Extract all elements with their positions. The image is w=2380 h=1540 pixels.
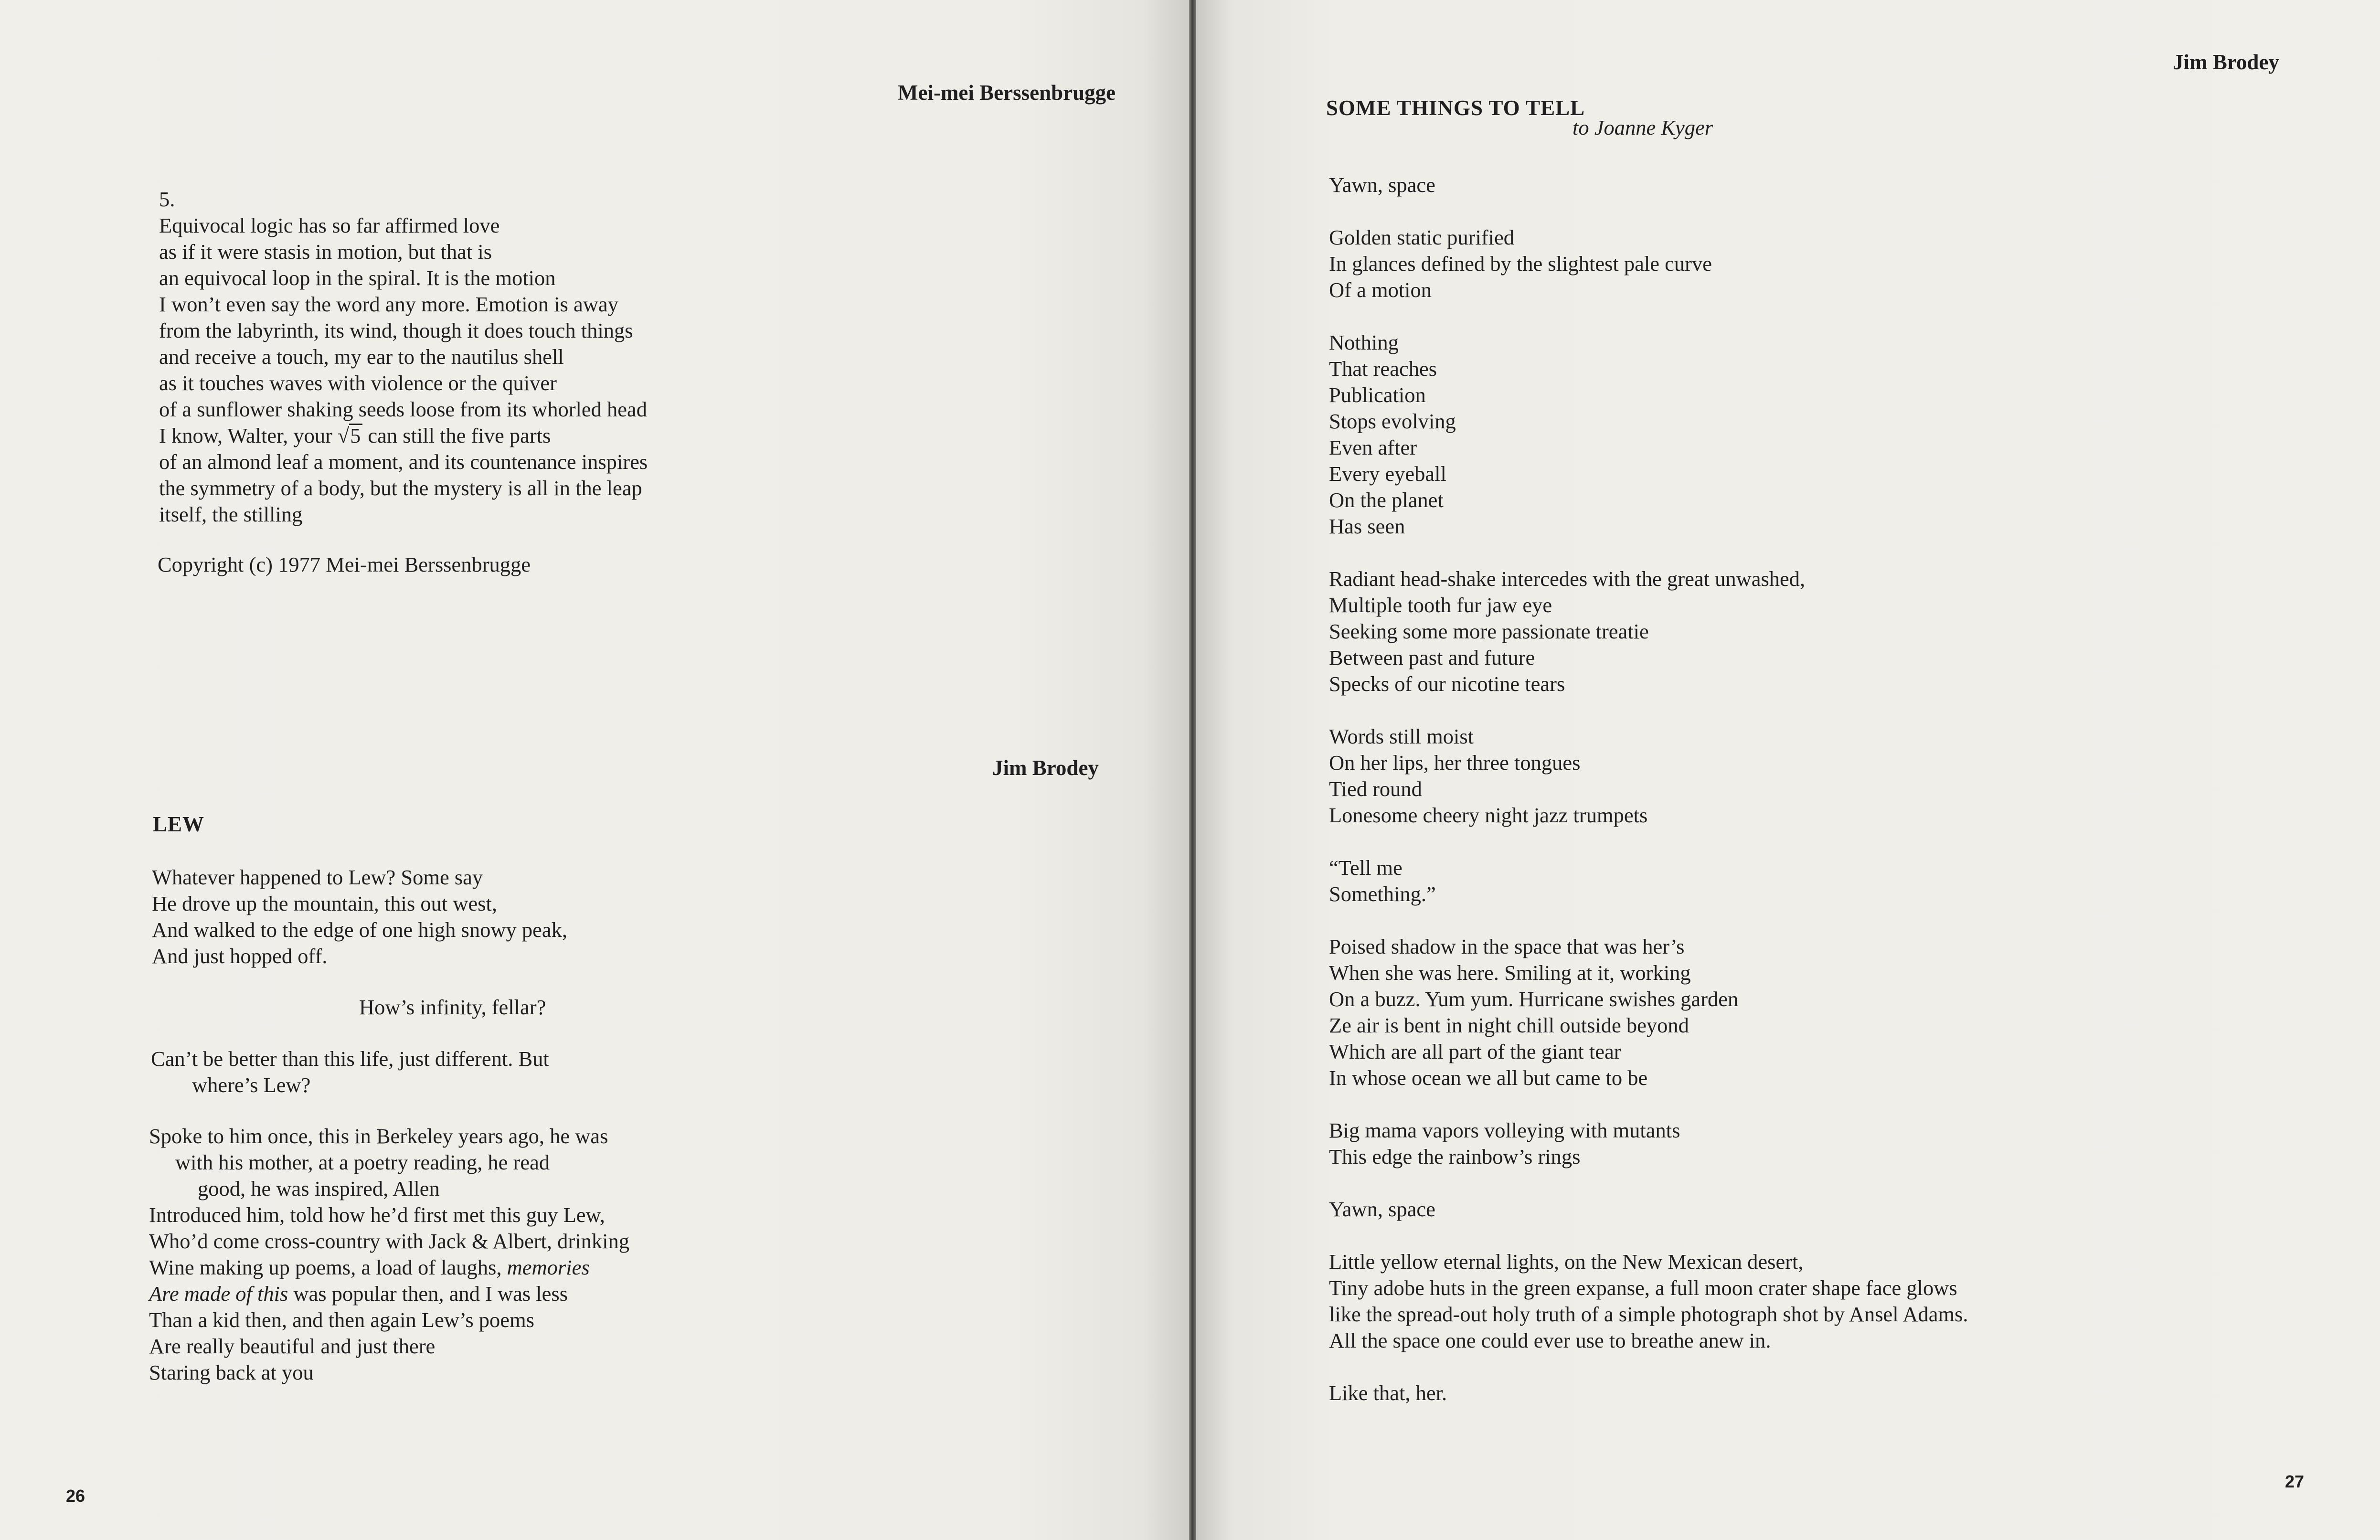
poem-line: as it touches waves with violence or the quiver (159, 371, 557, 395)
stanza-gap (1329, 907, 1968, 934)
left-page (0, 0, 1189, 1540)
stanza-gap (1329, 828, 1968, 855)
lew-answer (151, 1046, 549, 1098)
lew-question: How’s infinity, fellar? (359, 995, 546, 1019)
poem-line: This edge the rainbow’s rings (1329, 1145, 1581, 1168)
poem-line: Like that, her. (1329, 1381, 1447, 1405)
poem-line: Big mama vapors volleying with mutants (1329, 1118, 1680, 1142)
poem-line: Can’t be better than this life, just different. But (151, 1047, 549, 1071)
poem-line: And walked to the edge of one high snowy peak, (152, 918, 568, 942)
stanza-gap (1329, 1091, 1968, 1117)
poem-line: Multiple tooth fur jaw eye (1329, 593, 1552, 617)
square-root-symbol: √5 (338, 423, 362, 449)
poem-line: Introduced him, told how he’d first met this guy Lew, (149, 1203, 605, 1227)
plain-segment: Wine making up poems, a load of laughs, (149, 1255, 507, 1279)
byline-brodey-mid: Jim Brodey (992, 756, 1099, 780)
poem-line: In whose ocean we all but came to be (1329, 1066, 1648, 1090)
poem-line: Little yellow eternal lights, on the New Mexican desert, (1329, 1250, 1804, 1274)
poem-line: with his mother, at a poetry reading, he read (175, 1150, 550, 1174)
page-number-right: 27 (2285, 1472, 2305, 1491)
poem-line: Radiant head-shake intercedes with the great unwashed, (1329, 567, 1806, 591)
poem-line: All the space one could ever use to breathe anew in. (1329, 1328, 1771, 1352)
poem-line: Nothing (1329, 330, 1399, 354)
plain-segment: was popular then, and I was less (288, 1282, 568, 1306)
poem-dedication: to Joanne Kyger (1572, 116, 1713, 139)
poem-line: Has seen (1329, 514, 1405, 538)
poem-line: Even after (1329, 435, 1417, 459)
poem-line: In glances defined by the slightest pale curve (1329, 252, 1712, 276)
poem-line: Lonesome cheery night jazz trumpets (1329, 803, 1648, 827)
stanza-gap (1329, 303, 1968, 329)
poem-line: On a buzz. Yum yum. Hurricane swishes garden (1329, 987, 1739, 1011)
italic-segment: memories (507, 1255, 590, 1279)
stanza-gap (1329, 198, 1968, 224)
poem-title-lew: LEW (153, 812, 205, 836)
poem-line: Equivocal logic has so far affirmed love (159, 213, 500, 237)
poem-line-mixed (149, 1281, 629, 1307)
book-gutter (1189, 0, 1196, 1540)
poem-line: Staring back at you (149, 1360, 314, 1384)
poem-line: Ze air is bent in night chill outside beyond (1329, 1013, 1689, 1037)
italic-segment: Are made of this (149, 1282, 288, 1306)
poem-title-some-things: SOME THINGS TO TELL (1326, 96, 1585, 120)
copyright-line: Copyright (c) 1977 Mei-mei Berssenbrugge (158, 552, 531, 576)
poem-line: itself, the stilling (159, 502, 303, 526)
lew-stanza-1 (152, 864, 567, 969)
poem-line: Publication (1329, 383, 1426, 407)
poem-line: Golden static purified (1329, 225, 1515, 249)
poem-line: where’s Lew? (192, 1073, 311, 1097)
poem-line: from the labyrinth, its wind, though it does touch things (159, 319, 633, 342)
poem-section-5 (159, 186, 648, 528)
section-number: 5. (159, 187, 175, 211)
poem-line: Which are all part of the giant tear (1329, 1040, 1621, 1063)
poem-line: an equivocal loop in the spiral. It is the motion (159, 266, 556, 290)
poem-line: He drove up the mountain, this out west, (152, 892, 498, 915)
poem-line: Seeking some more passionate treatie (1329, 619, 1649, 643)
poem-line: Spoke to him once, this in Berkeley years ago, he was (149, 1124, 608, 1148)
poem-line: When she was here. Smiling at it, working (1329, 961, 1691, 985)
poem-line: Words still moist (1329, 724, 1474, 748)
poem-line: Whatever happened to Lew? Some say (152, 865, 483, 889)
poem-line: On the planet (1329, 488, 1444, 512)
poem-line: Yawn, space (1329, 173, 1435, 197)
radical-before: I know, Walter, your (159, 424, 332, 447)
poem-line: Between past and future (1329, 646, 1535, 669)
poem-line: “Tell me (1329, 856, 1402, 880)
poem-line: Yawn, space (1329, 1197, 1435, 1221)
poem-line: as if it were stasis in motion, but that is (159, 240, 492, 264)
poem-line: Poised shadow in the space that was her’s (1329, 935, 1685, 958)
poem-line: I won’t even say the word any more. Emotion is away (159, 292, 618, 316)
poem-line: Tied round (1329, 777, 1422, 801)
byline-berssenbrugge: Mei-mei Berssenbrugge (898, 81, 1116, 105)
poem-line: On her lips, her three tongues (1329, 751, 1581, 775)
show-through-left (597, 181, 979, 1423)
poem-line: Who’d come cross-country with Jack & Albert, drinking (149, 1229, 629, 1253)
some-things-poem (1329, 172, 1968, 1406)
poem-line: Are really beautiful and just there (149, 1334, 436, 1358)
poem-line: and receive a touch, my ear to the nautilus shell (159, 345, 564, 369)
stanza-gap (1329, 697, 1968, 723)
poem-line: Stops evolving (1329, 409, 1456, 433)
poem-line: like the spread-out holy truth of a simple photograph shot by Ansel Adams. (1329, 1302, 1968, 1326)
stanza-gap (1329, 1222, 1968, 1249)
poem-line: of a sunflower shaking seeds loose from its whorled head (159, 397, 648, 421)
poem-line: Of a motion (1329, 278, 1432, 302)
poem-line: Specks of our nicotine tears (1329, 672, 1565, 696)
poem-line: Than a kid then, and then again Lew’s poems (149, 1308, 534, 1332)
poem-line-radical (159, 423, 648, 449)
stanza-gap (1329, 1170, 1968, 1196)
radical-after: can still the five parts (368, 424, 551, 447)
poem-line-mixed (149, 1254, 629, 1281)
poem-line: good, he was inspired, Allen (198, 1177, 440, 1200)
poem-line: the symmetry of a body, but the mystery is all in the leap (159, 476, 642, 500)
poem-line: Something.” (1329, 882, 1436, 906)
poem-line: Tiny adobe huts in the green expanse, a full moon crater shape face glows (1329, 1276, 1957, 1300)
poem-line: Every eyeball (1329, 462, 1446, 486)
poem-line: of an almond leaf a moment, and its countenance inspires (159, 450, 648, 474)
lew-stanza-3 (149, 1123, 629, 1386)
page-number-left: 26 (66, 1486, 85, 1506)
byline-brodey-top: Jim Brodey (2173, 50, 2279, 74)
poem-line: And just hopped off. (152, 944, 328, 968)
stanza-gap (1329, 1354, 1968, 1380)
stanza-gap (1329, 540, 1968, 566)
right-page (1196, 0, 2380, 1540)
poem-line: That reaches (1329, 357, 1437, 381)
